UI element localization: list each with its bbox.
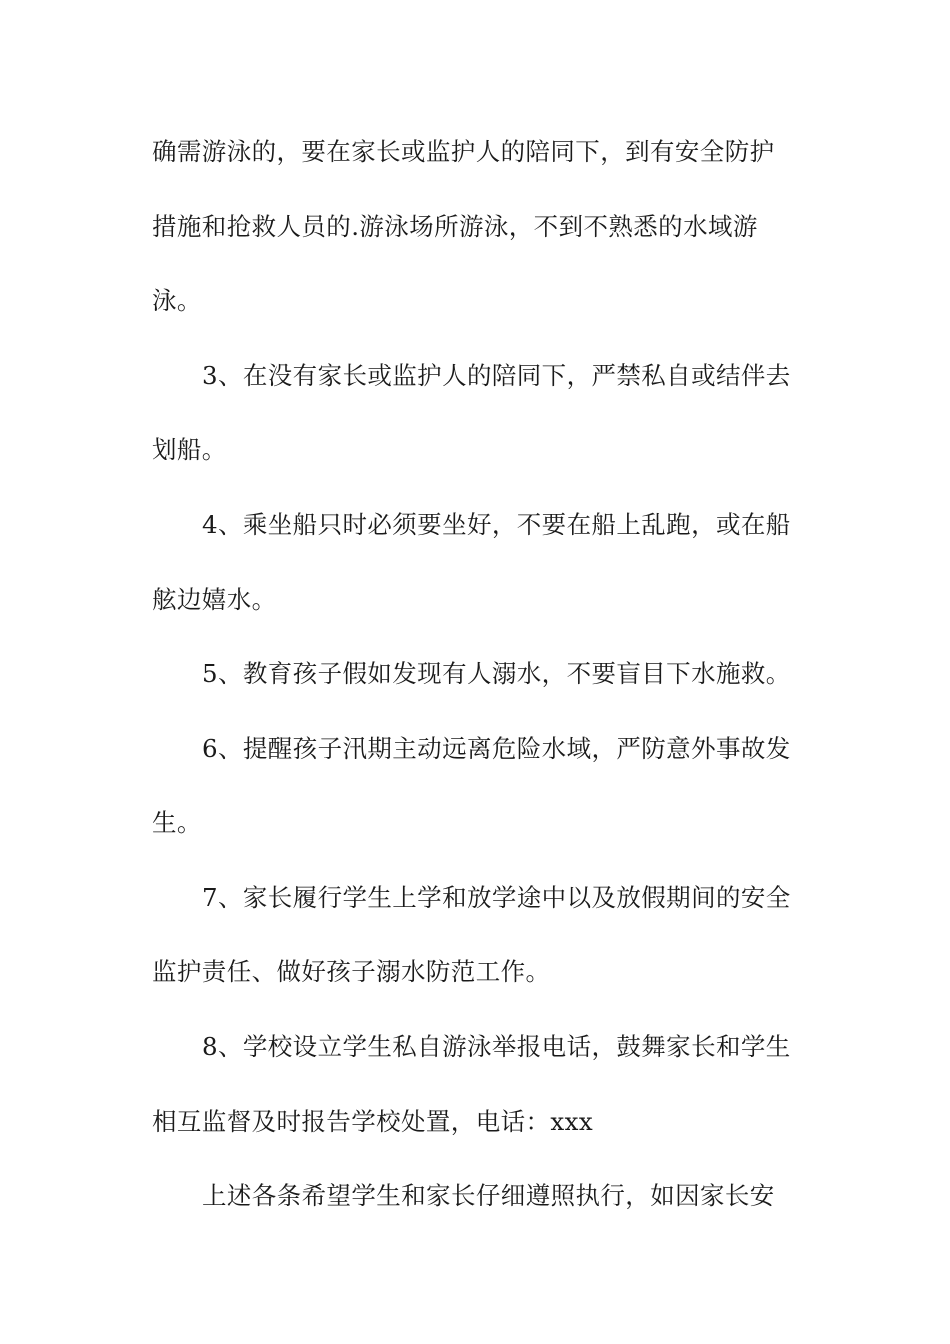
text-line-2: 措施和抢救人员的.游泳场所游泳，不到不熟悉的水域游 [152, 212, 758, 241]
item-6-line-1: 6、提醒孩子汛期主动远离危险水域，严防意外事故发 [202, 734, 791, 763]
text-line-3: 泳。 [152, 286, 202, 315]
item-7-line-2: 监护责任、做好孩子溺水防范工作。 [152, 957, 551, 986]
item-6-line-2: 生。 [152, 808, 202, 837]
text-line-1: 确需游泳的，要在家长或监护人的陪同下，到有安全防护 [152, 137, 775, 166]
item-5-line-1: 5、教育孩子假如发现有人溺水，不要盲目下水施救。 [202, 659, 791, 688]
item-4-line-2: 舷边嬉水。 [152, 585, 277, 614]
item-4-line-1: 4、乘坐船只时必须要坐好，不要在船上乱跑，或在船 [202, 510, 791, 539]
item-7-line-1: 7、家长履行学生上学和放学途中以及放假期间的安全 [202, 883, 791, 912]
closing-line-1: 上述各条希望学生和家长仔细遵照执行，如因家长安 [202, 1181, 775, 1210]
item-3-line-2: 划船。 [152, 435, 227, 464]
item-8-line-1: 8、学校设立学生私自游泳举报电话，鼓舞家长和学生 [202, 1032, 791, 1061]
item-8-line-2: 相互监督及时报告学校处置，电话：xxx [152, 1107, 594, 1136]
item-3-line-1: 3、在没有家长或监护人的陪同下，严禁私自或结伴去 [202, 361, 791, 390]
